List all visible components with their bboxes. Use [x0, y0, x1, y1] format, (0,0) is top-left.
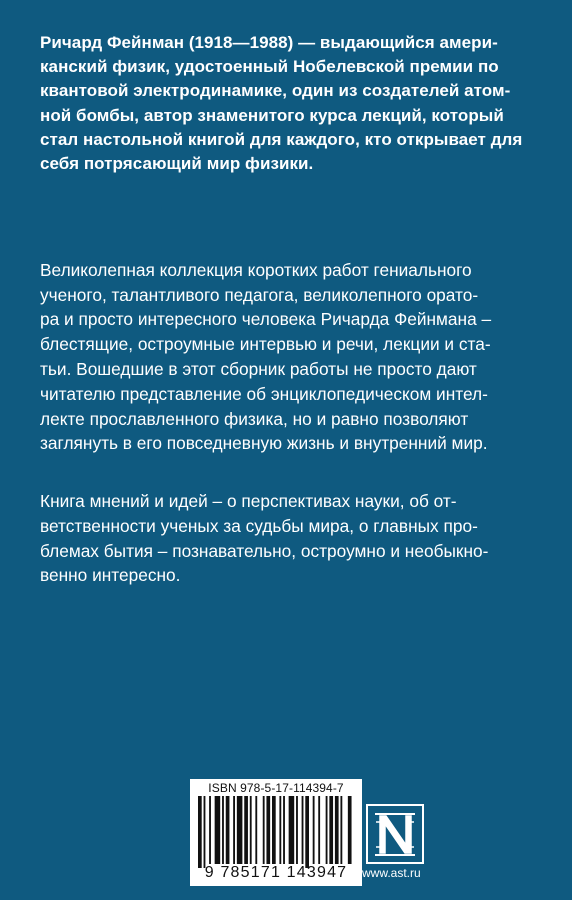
barcode-bar [340, 796, 342, 864]
barcode-bar [348, 796, 352, 864]
publisher-website: www.ast.ru [362, 866, 421, 880]
barcode-bar [244, 796, 248, 864]
barcode-bar [255, 796, 257, 864]
book-description [40, 233, 532, 613]
barcode-bar [209, 796, 211, 864]
barcode-bar [272, 796, 276, 864]
barcode-digits: 9 785171 143947 [204, 864, 348, 881]
barcode-bar [226, 796, 230, 864]
barcode-bar [266, 796, 270, 864]
barcode-bar [313, 796, 315, 864]
n-logo-icon [366, 804, 424, 864]
isbn-number: ISBN 978-5-17-114394-7 [208, 781, 344, 795]
barcode-bar [296, 796, 298, 864]
barcode-bar [318, 796, 320, 864]
barcode-bar [204, 796, 206, 868]
barcode-bar [335, 796, 339, 864]
barcode-bar [283, 796, 285, 864]
barcode-bar [237, 796, 243, 864]
description-paragraph-2: Книга мнений и идей – о перспективах науки, об от- ветственности ученых за судьбы мира, о главных про- блемах бытия – познавательно, остроумно и необыкно- венно интересно. [40, 490, 489, 586]
description-paragraph-1: Великолепная коллекция коротких работ гениального ученого, талантливого педагога, великолепного орато- ра и просто интересного человека Ричарда Фейнмана – блестящие, остроумные интервью и речи, лекции и ста- тьи. Вошедшие в этот сборник работы не просто дают читателю представление об энциклопедическом интел- лекте прославленного физика, но и равно позволяют заглянуть в его повседневную жизнь и внутренний мир. [40, 259, 492, 454]
publisher-logo [366, 804, 424, 864]
barcode-bar [250, 796, 252, 864]
barcode-bar [289, 796, 295, 864]
author-intro: Ричард Фейнман (1918—1988) — выдающийся амери- канский физик, удостоенный Нобелевской премии по квантовой электродинамике, один из создателей атом- ной бомбы, автор знаменитого курса лекций, который стал настольной книгой для каждого, кто открывает для себя потрясающий мир физики. [40, 33, 523, 174]
barcode-bar [326, 796, 328, 864]
barcode-bar [263, 796, 265, 864]
barcode-bar [222, 796, 224, 864]
isbn-barcode [190, 779, 362, 886]
barcode-bar [233, 796, 235, 864]
barcode-bar [305, 796, 309, 868]
barcode-bar [279, 796, 281, 864]
barcode-icon [197, 796, 355, 868]
barcode-bar [215, 796, 221, 864]
barcode-bar [302, 796, 304, 864]
barcode-bar [329, 796, 333, 864]
barcode-bar [198, 796, 202, 868]
